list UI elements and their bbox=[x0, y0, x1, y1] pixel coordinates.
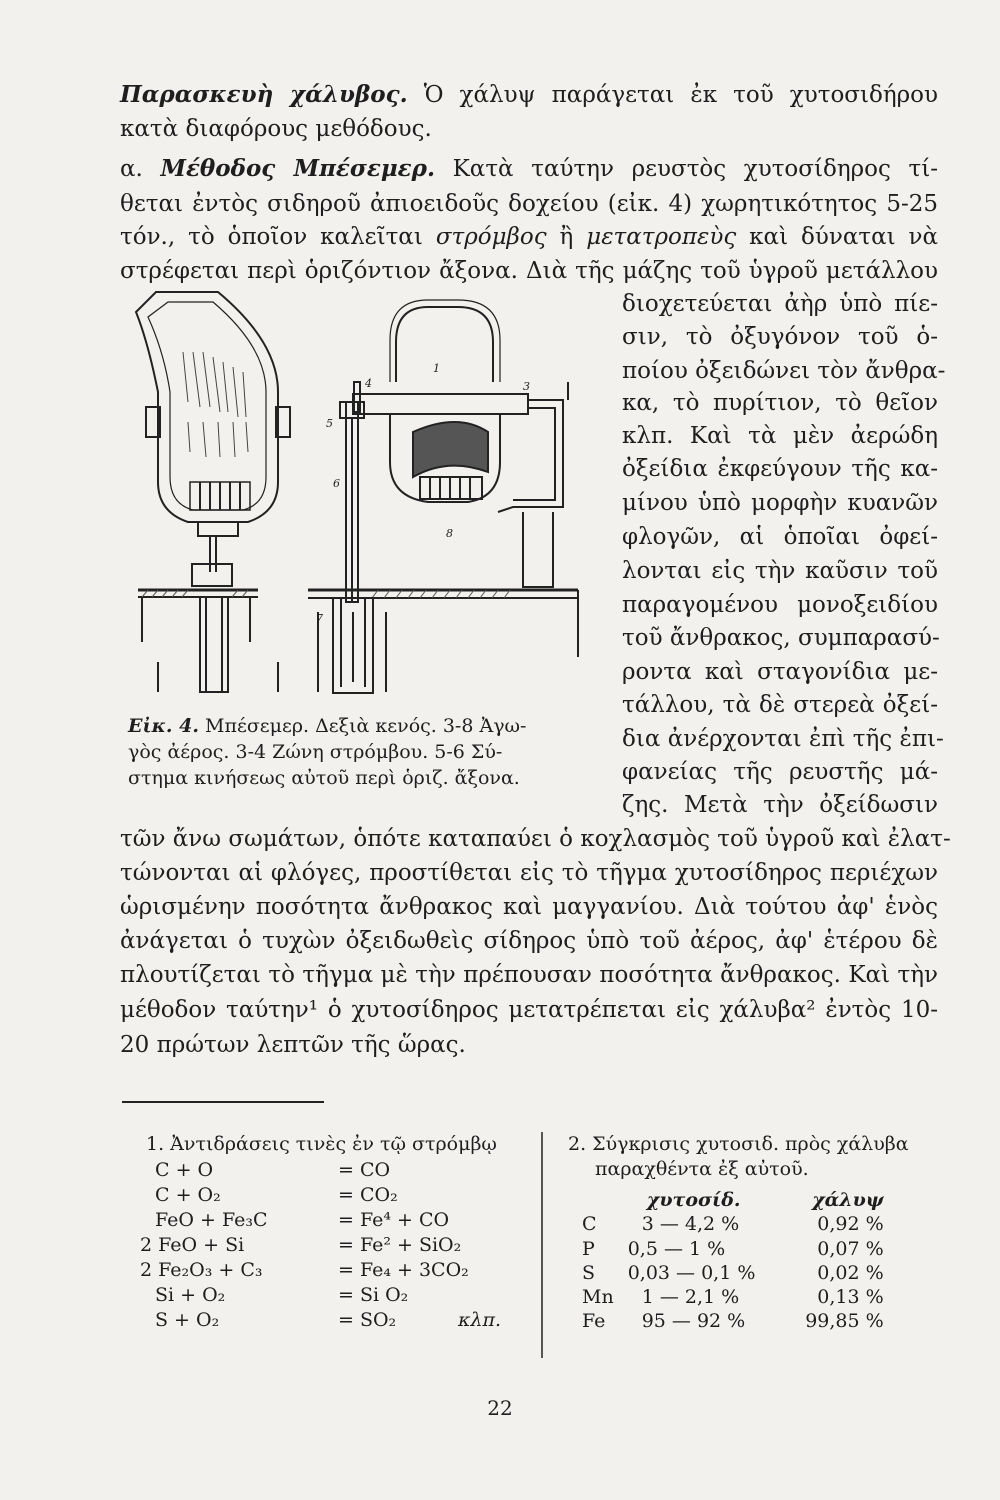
figure-caption-line-1: Εἰκ. 4. Μπέσεμερ. Δεξιὰ κενός. 3-8 Ἀγω- bbox=[128, 715, 527, 737]
reaction-6-left: Si + O₂ bbox=[155, 1284, 226, 1306]
footnote-2-subtitle: παραχθέντα ἐξ αὐτοῦ. bbox=[595, 1158, 809, 1180]
reaction-3-right: = Fe⁴ + CO bbox=[338, 1209, 450, 1231]
figure-caption-line-2: γὸς ἀέρος. 3-4 Ζώνη στρόμβου. 5-6 Σύ- bbox=[128, 741, 503, 763]
footnote-1-title: 1. Ἀντιδράσεις τινὲς ἐν τῷ στρόμβῳ bbox=[146, 1133, 497, 1155]
right-line-5: κλπ. Καὶ τὰ μὲν ἀερώδη bbox=[622, 423, 938, 449]
col-header-cast-iron: χυτοσίδ. bbox=[646, 1189, 741, 1211]
text-line-after-7: 20 πρώτων λεπτῶν τῆς ὥρας. bbox=[120, 1032, 466, 1058]
figure-label-4: 4 bbox=[365, 377, 372, 390]
reaction-7-right: = SO₂ κλπ. bbox=[338, 1309, 502, 1331]
right-line-4: κα, τὸ πυρίτιον, τὸ θεῖον bbox=[622, 390, 938, 416]
figure-label-5: 5 bbox=[326, 417, 333, 430]
text-line-3: α. Μέθοδος Μπέσεμερ. Κατὰ ταύτην ρευστὸς χυτοσίδηρος τί- bbox=[120, 155, 939, 182]
right-line-8: φλογῶν, αἱ ὁποῖαι ὀφεί- bbox=[622, 524, 938, 550]
figure-label-6: 6 bbox=[333, 477, 340, 490]
right-line-2: σιν, τὸ ὀξυγόνον τοῦ ὁ- bbox=[622, 324, 938, 350]
footnote-column-divider bbox=[541, 1132, 543, 1358]
text-line-2: κατὰ διαφόρους μεθόδους. bbox=[120, 116, 432, 142]
reaction-2-left: C + O₂ bbox=[155, 1184, 221, 1206]
figure-label-8: 8 bbox=[446, 527, 453, 540]
right-line-9: λονται εἰς τὴν καῦσιν τοῦ bbox=[622, 558, 938, 584]
bessemer-converter-figure bbox=[128, 282, 593, 707]
figure-caption-line-3: στημα κινήσεως αὐτοῦ περὶ ὁριζ. ἄξονα. bbox=[128, 767, 520, 789]
text-line-after-1: τῶν ἄνω σωμάτων, ὁπότε καταπαύει ὁ κοχλασμὸς τοῦ ὑγροῦ καὶ ἐλατ- bbox=[120, 826, 951, 852]
text-line-after-5: πλουτίζεται τὸ τῆγμα μὲ τὴν πρέπουσαν ποσότητα ἄνθρακος. Καὶ τὴν bbox=[120, 962, 938, 988]
figure-label-1: 1 bbox=[433, 362, 440, 375]
method-bessemer-title: Μέθοδος Μπέσεμερ. bbox=[160, 155, 435, 182]
reaction-2-right: = CO₂ bbox=[338, 1184, 398, 1206]
text-line-after-4: ἀνάγεται ὁ τυχὼν ὀξειδωθεὶς σίδηρος ὑπὸ τοῦ ἀέρος, ἀφ' ἑτέρου δὲ bbox=[120, 928, 938, 954]
footnote-2-title: 2. Σύγκρισις χυτοσιδ. πρὸς χάλυβα bbox=[568, 1133, 909, 1155]
reaction-5-right: = Fe₄ + 3CO₂ bbox=[338, 1259, 469, 1281]
figure-label-7: 7 bbox=[316, 612, 323, 625]
reaction-3-left: FeO + Fe₃C bbox=[155, 1209, 268, 1231]
right-line-15: φανείας τῆς ρευστῆς μά- bbox=[622, 759, 938, 785]
page-number: 22 bbox=[487, 1396, 513, 1420]
reaction-7-left: S + O₂ bbox=[155, 1309, 220, 1331]
table-header-row bbox=[582, 1188, 884, 1212]
composition-table bbox=[582, 1188, 884, 1334]
table-row: S 0,03 — 0,1 % 0,02 % bbox=[582, 1261, 884, 1284]
right-line-12: ροντα καὶ σταγονίδια με- bbox=[622, 659, 938, 685]
table-row: P 0,5 — 1 % 0,07 % bbox=[582, 1237, 884, 1260]
table-row: C 3 — 4,2 % 0,92 % bbox=[582, 1213, 884, 1236]
right-line-16: ζης. Μετὰ τὴν ὀξείδωσιν bbox=[622, 792, 938, 818]
reaction-5-left: 2 Fe₂O₃ + C₃ bbox=[140, 1259, 263, 1281]
text-line-after-6: μέθοδον ταύτην¹ ὁ χυτοσίδηρος μετατρέπεται εἰς χάλυβα² ἐντὸς 10- bbox=[120, 997, 938, 1023]
text-line-after-2: τώνονται αἱ φλόγες, προστίθεται εἰς τὸ τῆγμα χυτοσίδηρος περιέχων bbox=[120, 860, 938, 886]
figure-label-3: 3 bbox=[523, 380, 530, 393]
reaction-1-left: C + O bbox=[155, 1159, 214, 1181]
col-header-steel: χάλυψ bbox=[812, 1189, 884, 1211]
right-line-10: παραγομένου μονοξειδίου bbox=[622, 592, 938, 618]
right-line-3: ποίου ὀξειδώνει τὸν ἄνθρα- bbox=[622, 358, 946, 384]
table-row: Fe 95 — 92 % 99,85 % bbox=[582, 1310, 884, 1333]
right-line-7: μίνου ὑπὸ μορφὴν κυανῶν bbox=[622, 490, 938, 516]
right-line-11: τοῦ ἄνθρακος, συμπαρασύ- bbox=[622, 625, 940, 651]
right-line-6: ὀξείδια ἐκφεύγουν τῆς κα- bbox=[622, 456, 938, 482]
reaction-4-right: = Fe² + SiO₂ bbox=[338, 1234, 462, 1256]
text-line-after-3: ὡρισμένην ποσότητα ἄνθρακος καὶ μαγγανίου. Διὰ τούτου ἀφ' ἑνὸς bbox=[120, 894, 938, 920]
footnote-rule bbox=[122, 1101, 324, 1103]
reaction-6-right: = Si O₂ bbox=[338, 1284, 409, 1306]
reaction-4-left: 2 FeO + Si bbox=[140, 1234, 245, 1256]
heading-steel-production: Παρασκευὴ χάλυβος. bbox=[120, 81, 408, 108]
text-line-4: θεται ἐντὸς σιδηροῦ ἀπιοειδοῦς δοχείου (εἰκ. 4) χωρητικότητος 5-25 bbox=[120, 191, 938, 217]
right-line-13: τάλλου, τὰ δὲ στερεὰ ὀξεί- bbox=[622, 692, 938, 718]
text-line-1: Παρασκευὴ χάλυβος. Ὁ χάλυψ παράγεται ἐκ τοῦ χυτοσιδήρου bbox=[120, 81, 938, 108]
text-line-5: τόν., τὸ ὁποῖον καλεῖται στρόμβος ἢ μετατροπεὺς καὶ δύναται νὰ bbox=[120, 224, 939, 250]
reaction-1-right: = CO bbox=[338, 1159, 391, 1181]
table-row: Mn 1 — 2,1 % 0,13 % bbox=[582, 1286, 884, 1309]
right-line-14: δια ἀνέρχονται ἐπὶ τῆς ἐπι- bbox=[622, 726, 944, 752]
text-line-6: στρέφεται περὶ ὁριζόντιον ἄξονα. Διὰ τῆς μάζης τοῦ ὑγροῦ μετάλλου bbox=[120, 258, 938, 284]
right-line-1: διοχετεύεται ἀὴρ ὑπὸ πίε- bbox=[622, 291, 938, 317]
